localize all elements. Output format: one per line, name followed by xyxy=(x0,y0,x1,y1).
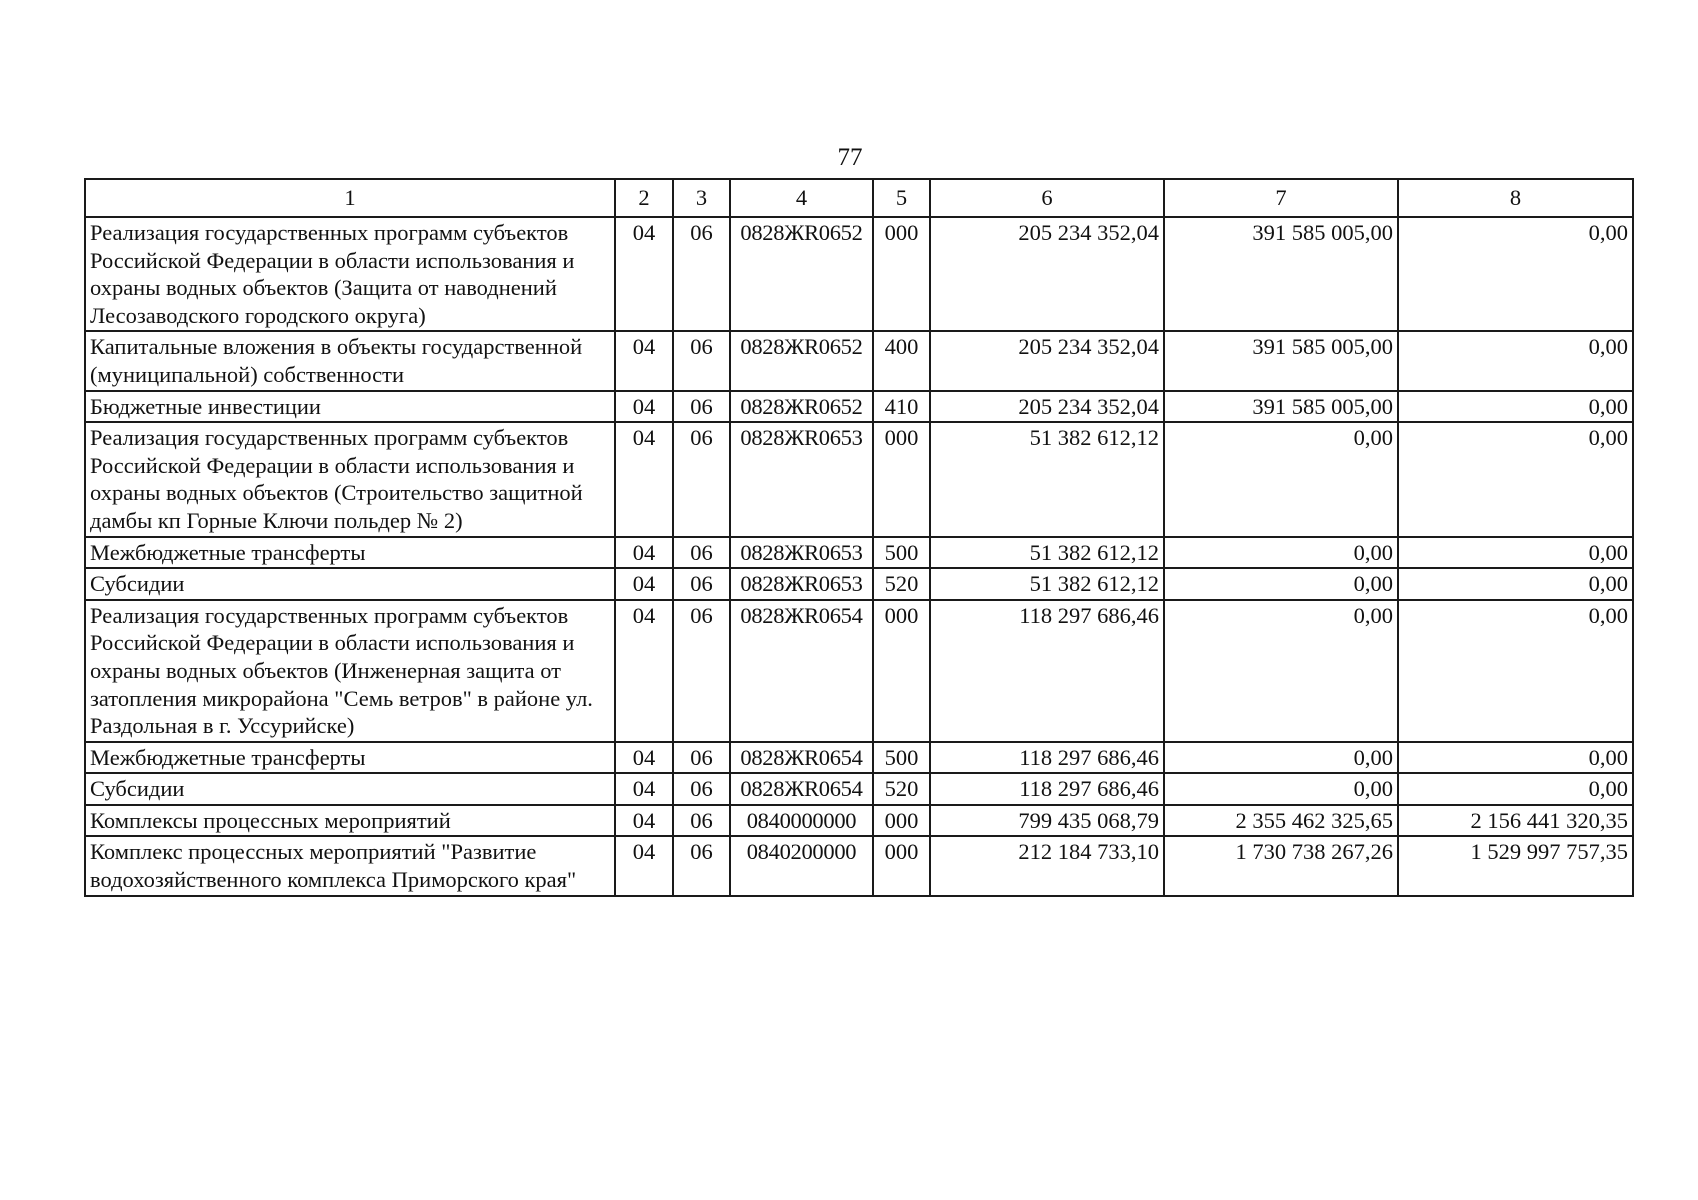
amount-col-7: 391 585 005,00 xyxy=(1164,331,1398,390)
table-row xyxy=(85,773,1633,805)
expense-type-code: 000 xyxy=(873,805,930,837)
subsection-code: 06 xyxy=(673,805,730,837)
amount-col-8: 2 156 441 320,35 xyxy=(1398,805,1633,837)
expense-type-code: 000 xyxy=(873,836,930,895)
amount-col-8: 1 529 997 757,35 xyxy=(1398,836,1633,895)
section-code: 04 xyxy=(615,217,673,331)
amount-col-7: 0,00 xyxy=(1164,422,1398,536)
amount-col-8: 0,00 xyxy=(1398,773,1633,805)
amount-col-7: 0,00 xyxy=(1164,773,1398,805)
column-header: 3 xyxy=(673,179,730,217)
subsection-code: 06 xyxy=(673,422,730,536)
target-article-code: 0828ЖR0653 xyxy=(730,568,873,600)
target-article-code: 0828ЖR0653 xyxy=(730,537,873,569)
subsection-code: 06 xyxy=(673,391,730,423)
expense-type-code: 500 xyxy=(873,742,930,774)
target-article-code: 0828ЖR0652 xyxy=(730,217,873,331)
section-code: 04 xyxy=(615,805,673,837)
table-row xyxy=(85,742,1633,774)
row-name: Реализация государственных программ субъектов Российской Федерации в области использования и охраны водных объектов (Строительство защитной дамбы кп Горные Ключи польдер № 2) xyxy=(85,422,615,536)
row-name: Межбюджетные трансферты xyxy=(85,742,615,774)
expense-type-code: 000 xyxy=(873,422,930,536)
subsection-code: 06 xyxy=(673,217,730,331)
column-header: 8 xyxy=(1398,179,1633,217)
budget-table xyxy=(84,178,1634,897)
section-code: 04 xyxy=(615,422,673,536)
amount-col-8: 0,00 xyxy=(1398,422,1633,536)
target-article-code: 0828ЖR0652 xyxy=(730,391,873,423)
row-name: Субсидии xyxy=(85,568,615,600)
table-row xyxy=(85,537,1633,569)
row-name: Комплекс процессных мероприятий "Развитие водохозяйственного комплекса Приморского края" xyxy=(85,836,615,895)
row-name: Бюджетные инвестиции xyxy=(85,391,615,423)
row-name: Субсидии xyxy=(85,773,615,805)
amount-col-8: 0,00 xyxy=(1398,568,1633,600)
amount-col-6: 51 382 612,12 xyxy=(930,537,1164,569)
table-row xyxy=(85,331,1633,390)
amount-col-7: 2 355 462 325,65 xyxy=(1164,805,1398,837)
expense-type-code: 500 xyxy=(873,537,930,569)
expense-type-code: 520 xyxy=(873,773,930,805)
table-row xyxy=(85,391,1633,423)
amount-col-7: 391 585 005,00 xyxy=(1164,391,1398,423)
subsection-code: 06 xyxy=(673,537,730,569)
amount-col-7: 0,00 xyxy=(1164,568,1398,600)
section-code: 04 xyxy=(615,331,673,390)
amount-col-7: 391 585 005,00 xyxy=(1164,217,1398,331)
amount-col-6: 205 234 352,04 xyxy=(930,217,1164,331)
target-article-code: 0840000000 xyxy=(730,805,873,837)
amount-col-6: 799 435 068,79 xyxy=(930,805,1164,837)
subsection-code: 06 xyxy=(673,836,730,895)
subsection-code: 06 xyxy=(673,568,730,600)
expense-type-code: 000 xyxy=(873,600,930,742)
amount-col-7: 0,00 xyxy=(1164,600,1398,742)
amount-col-8: 0,00 xyxy=(1398,600,1633,742)
column-header: 2 xyxy=(615,179,673,217)
table-row xyxy=(85,568,1633,600)
amount-col-6: 212 184 733,10 xyxy=(930,836,1164,895)
expense-type-code: 410 xyxy=(873,391,930,423)
expense-type-code: 520 xyxy=(873,568,930,600)
section-code: 04 xyxy=(615,742,673,774)
table-row xyxy=(85,600,1633,742)
amount-col-8: 0,00 xyxy=(1398,537,1633,569)
target-article-code: 0828ЖR0653 xyxy=(730,422,873,536)
section-code: 04 xyxy=(615,568,673,600)
row-name: Реализация государственных программ субъектов Российской Федерации в области использования и охраны водных объектов (Защита от наводнений Лесозаводского городского округа) xyxy=(85,217,615,331)
amount-col-7: 1 730 738 267,26 xyxy=(1164,836,1398,895)
target-article-code: 0828ЖR0654 xyxy=(730,773,873,805)
section-code: 04 xyxy=(615,836,673,895)
target-article-code: 0828ЖR0652 xyxy=(730,331,873,390)
table-row xyxy=(85,217,1633,331)
target-article-code: 0828ЖR0654 xyxy=(730,600,873,742)
subsection-code: 06 xyxy=(673,600,730,742)
subsection-code: 06 xyxy=(673,331,730,390)
row-name: Комплексы процессных мероприятий xyxy=(85,805,615,837)
section-code: 04 xyxy=(615,600,673,742)
table-row xyxy=(85,805,1633,837)
amount-col-6: 205 234 352,04 xyxy=(930,331,1164,390)
header-row xyxy=(85,179,1633,217)
table-row xyxy=(85,836,1633,895)
row-name: Межбюджетные трансферты xyxy=(85,537,615,569)
section-code: 04 xyxy=(615,537,673,569)
amount-col-7: 0,00 xyxy=(1164,537,1398,569)
column-header: 5 xyxy=(873,179,930,217)
section-code: 04 xyxy=(615,391,673,423)
amount-col-6: 51 382 612,12 xyxy=(930,568,1164,600)
amount-col-6: 51 382 612,12 xyxy=(930,422,1164,536)
amount-col-6: 118 297 686,46 xyxy=(930,773,1164,805)
amount-col-6: 205 234 352,04 xyxy=(930,391,1164,423)
amount-col-6: 118 297 686,46 xyxy=(930,600,1164,742)
amount-col-8: 0,00 xyxy=(1398,331,1633,390)
target-article-code: 0828ЖR0654 xyxy=(730,742,873,774)
subsection-code: 06 xyxy=(673,742,730,774)
section-code: 04 xyxy=(615,773,673,805)
expense-type-code: 000 xyxy=(873,217,930,331)
column-header: 6 xyxy=(930,179,1164,217)
amount-col-7: 0,00 xyxy=(1164,742,1398,774)
column-header: 4 xyxy=(730,179,873,217)
expense-type-code: 400 xyxy=(873,331,930,390)
page-number: 77 xyxy=(837,144,863,171)
amount-col-6: 118 297 686,46 xyxy=(930,742,1164,774)
column-header: 1 xyxy=(85,179,615,217)
amount-col-8: 0,00 xyxy=(1398,391,1633,423)
table-row xyxy=(85,422,1633,536)
column-header: 7 xyxy=(1164,179,1398,217)
row-name: Капитальные вложения в объекты государственной (муниципальной) собственности xyxy=(85,331,615,390)
subsection-code: 06 xyxy=(673,773,730,805)
row-name: Реализация государственных программ субъектов Российской Федерации в области использования и охраны водных объектов (Инженерная защита от затопления микрорайона "Семь ветров" в районе ул. Раздольная в г. Уссурийске) xyxy=(85,600,615,742)
amount-col-8: 0,00 xyxy=(1398,742,1633,774)
amount-col-8: 0,00 xyxy=(1398,217,1633,331)
target-article-code: 0840200000 xyxy=(730,836,873,895)
